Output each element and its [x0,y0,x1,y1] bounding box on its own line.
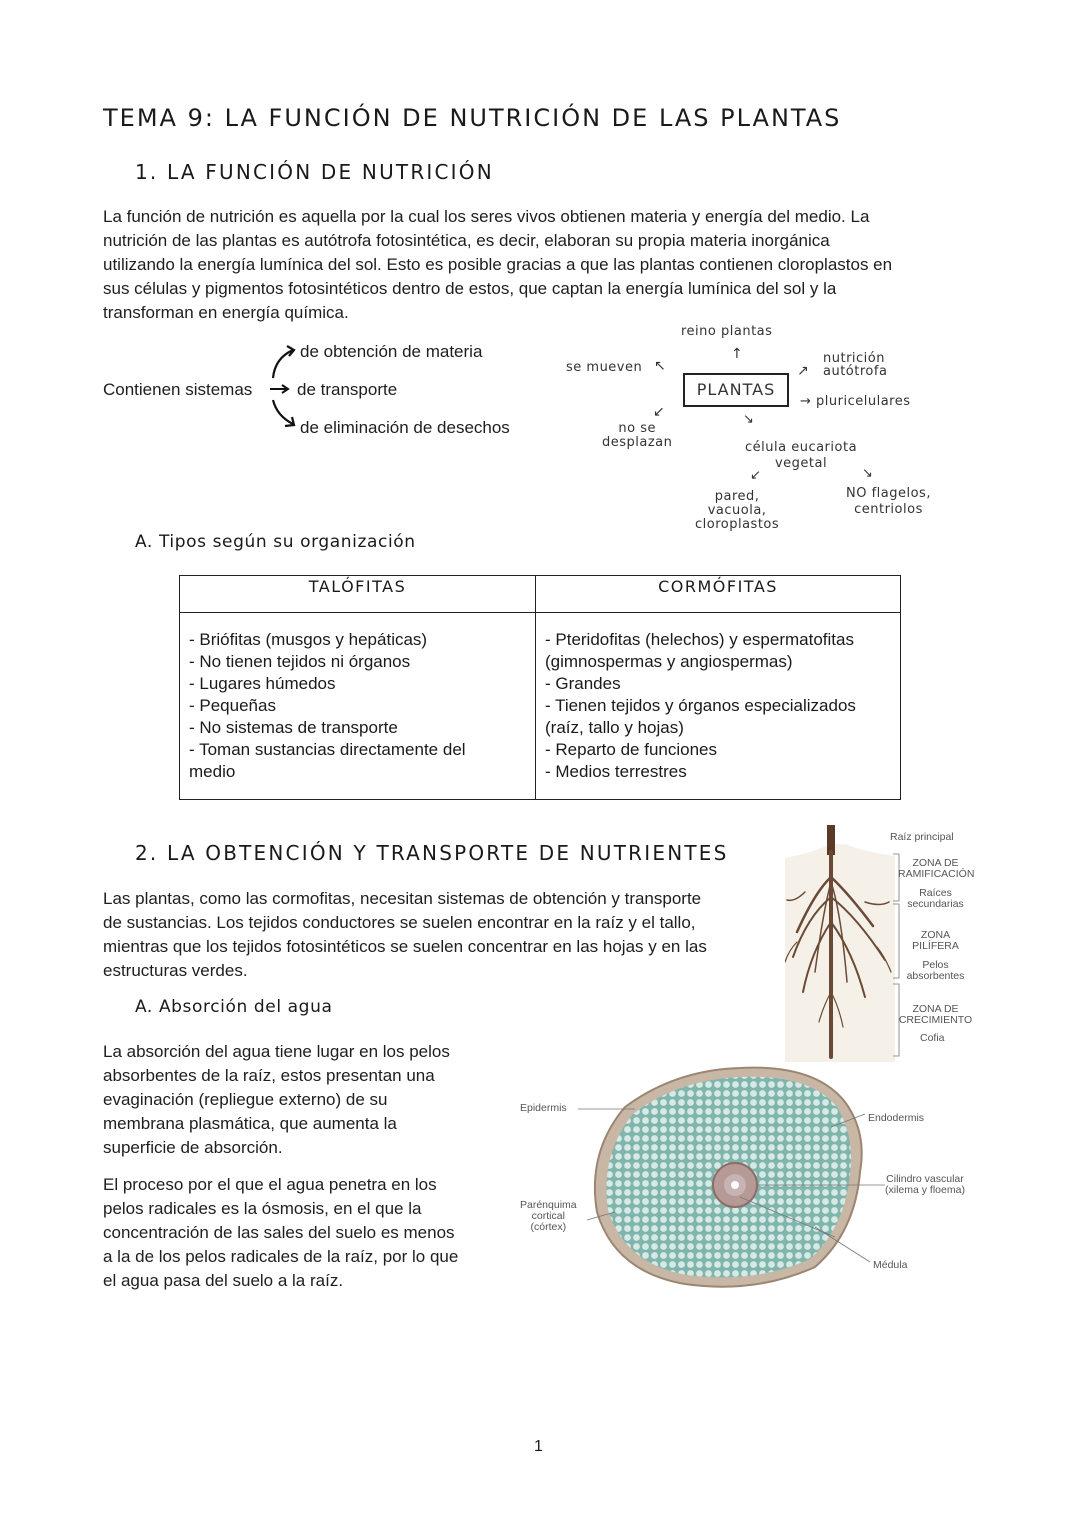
system-item: de transporte [297,380,398,399]
cell-line: (gimnospermas y angiospermas) [545,652,793,671]
paragraph-line: sus células y pigmentos fotosintéticos dentro de estos, que captan la energía lumínica del sol y la [103,279,837,298]
label-raices-secundarias [898,888,973,910]
paragraph-line: superficie de absorción. [103,1138,283,1157]
label-cilindro-vascular [885,1174,965,1196]
cell-line: medio [189,762,236,781]
page-title: TEMA 9: LA FUNCIÓN DE NUTRICIÓN DE LAS PLANTAS [103,104,842,132]
label-line: ZONA DE [912,857,959,869]
mindmap-text: pluricelulares [816,394,911,409]
mindmap-pluricelulares [800,394,911,409]
mindmap-text: nutrición [823,351,885,366]
paragraph-line: de sustancias. Los tejidos conductores se suelen encontrar en la raíz y el tallo, [103,913,696,932]
mindmap-text: centriolos [854,502,923,517]
label-parenquima [520,1200,577,1233]
mindmap-se-mueven: se mueven [566,360,643,375]
arrow-up-icon: ↑ [731,346,744,362]
mindmap-text: cloroplastos [695,517,780,532]
table-header: CORMÓFITAS [536,576,901,613]
mindmap-center-box: PLANTAS [683,373,789,407]
absorption-paragraph-2 [103,1173,503,1293]
section-1-heading: 1. LA FUNCIÓN DE NUTRICIÓN [135,160,494,184]
label-raiz-principal: Raíz principal [890,831,954,843]
system-item: de obtención de materia [300,342,483,361]
label-zona-ramificacion [898,858,973,880]
mindmap-no-flagelos [846,486,931,518]
label-line: (córtex) [530,1221,567,1233]
cell-line: - Tienen tejidos y órganos especializados [545,696,856,715]
label-line: Cilindro vascular [886,1173,964,1185]
cell-line: - Pequeñas [189,696,276,715]
root-diagram [785,822,985,1062]
section-2-heading: 2. LA OBTENCIÓN Y TRANSPORTE DE NUTRIENTES [135,841,729,865]
root-cross-section-diagram [515,1062,980,1297]
cell-line: - Pteridofitas (helechos) y espermatofitas [545,630,854,649]
arrow-up-right-icon: ↗ [797,363,810,379]
subsection-2a-heading: A. Absorción del agua [135,997,333,1017]
arrow-left-icon: ↖ [654,358,667,374]
paragraph-line: La absorción del agua tiene lugar en los pelos [103,1042,450,1061]
cell-line: - Medios terrestres [545,762,687,781]
paragraph-line: a la de los pelos radicales de la raíz, por lo que [103,1247,459,1266]
talofitas-cell [180,613,536,800]
cell-line: - Briófitas (musgos y hepáticas) [189,630,428,649]
mindmap-no-se-desplazan [602,422,672,450]
system-item: de eliminación de desechos [300,418,510,437]
table-header: TALÓFITAS [180,576,536,613]
paragraph-line: El proceso por el que el agua penetra en los [103,1175,437,1194]
systems-diagram [103,338,553,448]
mindmap-text: célula eucariota [745,440,858,455]
paragraph-line: pelos radicales es la ósmosis, en el que la [103,1199,422,1218]
mindmap-text: autótrofa [823,364,888,379]
plant-types-table [179,575,901,800]
label-line: absorbentes [906,970,965,982]
cell-line: - Reparto de funciones [545,740,717,759]
page-number: 1 [534,1438,543,1455]
paragraph-line: el agua pasa del suelo a la raíz. [103,1271,344,1290]
label-line: (xilema y floema) [885,1184,965,1196]
mindmap-celula [745,440,857,472]
paragraph-line: membrana plasmática, que aumenta la [103,1114,397,1133]
arrow-down-right-icon: ↘ [862,466,874,481]
label-line: ZONA [920,929,951,941]
systems-label: Contienen sistemas [103,380,253,399]
mindmap-text: desplazan [602,435,673,450]
cell-line: - No sistemas de transporte [189,718,398,737]
table-row [180,613,901,800]
label-zona-crecimiento [898,1004,973,1026]
mindmap-nutricion [823,352,887,378]
label-line: cortical [531,1210,565,1222]
plantas-mindmap [550,318,970,548]
arrow-down-icon: ↘ [743,412,755,427]
mindmap-text: vegetal [774,456,828,471]
label-endodermis: Endodermis [868,1112,925,1124]
label-line: PILÍFERA [912,940,959,952]
subsection-a-heading: A. Tipos según su organización [135,532,416,552]
cell-line: - Toman sustancias directamente del [189,740,466,759]
paragraph-line: absorbentes de la raíz, estos presentan una [103,1066,435,1085]
paragraph-line: Las plantas, como las cormofitas, necesitan sistemas de obtención y transporte [103,889,702,908]
cell-line: - No tienen tejidos ni órganos [189,652,411,671]
paragraph-line: concentración de las sales del suelo es menos [103,1223,455,1242]
paragraph-line: La función de nutrición es aquella por la cual los seres vivos obtienen materia y energía del medio. La [103,207,870,226]
section-1-paragraph [103,205,983,325]
label-pelos-absorbentes [898,960,973,982]
paragraph-line: transforman en energía química. [103,303,349,322]
label-line: secundarias [907,898,964,910]
paragraph-line: utilizando la energía lumínica del sol. Esto es posible gracias a que las plantas contienen cloroplastos en [103,255,893,274]
arrow-right-icon: → [800,394,817,409]
mindmap-text: vacuola, [707,503,767,518]
label-line: Pelos [922,959,949,971]
absorption-paragraph-1 [103,1040,503,1160]
label-zona-pilifera [898,930,973,952]
arrow-down-left-icon: ↙ [750,468,762,483]
table-header-row [180,576,901,613]
mindmap-text: NO flagelos, [846,486,931,501]
label-line: ZONA DE [912,1003,959,1015]
mindmap-pared [695,490,779,532]
mindmap-text: no se [618,421,656,436]
mindmap-text: pared, [714,489,760,504]
root-illustration-icon [785,822,895,1062]
paragraph-line: nutrición de las plantas es autótrofa fotosintética, es decir, elaboran su propia materia inorgánica [103,231,830,250]
arrow-down-left-icon: ↙ [653,404,666,420]
section-2-paragraph [103,887,783,983]
label-line: Parénquima [520,1199,577,1211]
label-medula: Médula [873,1259,908,1271]
cell-line: - Lugares húmedos [189,674,336,693]
label-cofia: Cofia [920,1032,945,1044]
paragraph-line: evaginación (repliegue externo) de su [103,1090,388,1109]
label-line: CRECIMIENTO [898,1014,973,1026]
cormofitas-cell [536,613,901,800]
paragraph-line: mientras que los tejidos fotosintéticos se suelen concentrar en las hojas y en las [103,937,707,956]
label-line: RAMIFICACIÓN [898,868,975,880]
cell-line: - Grandes [545,674,621,693]
cell-line: (raíz, tallo y hojas) [545,718,684,737]
label-epidermis: Epidermis [520,1102,567,1114]
mindmap-reino: reino plantas [681,324,773,339]
paragraph-line: estructuras verdes. [103,961,248,980]
label-line: Raíces [919,887,952,899]
